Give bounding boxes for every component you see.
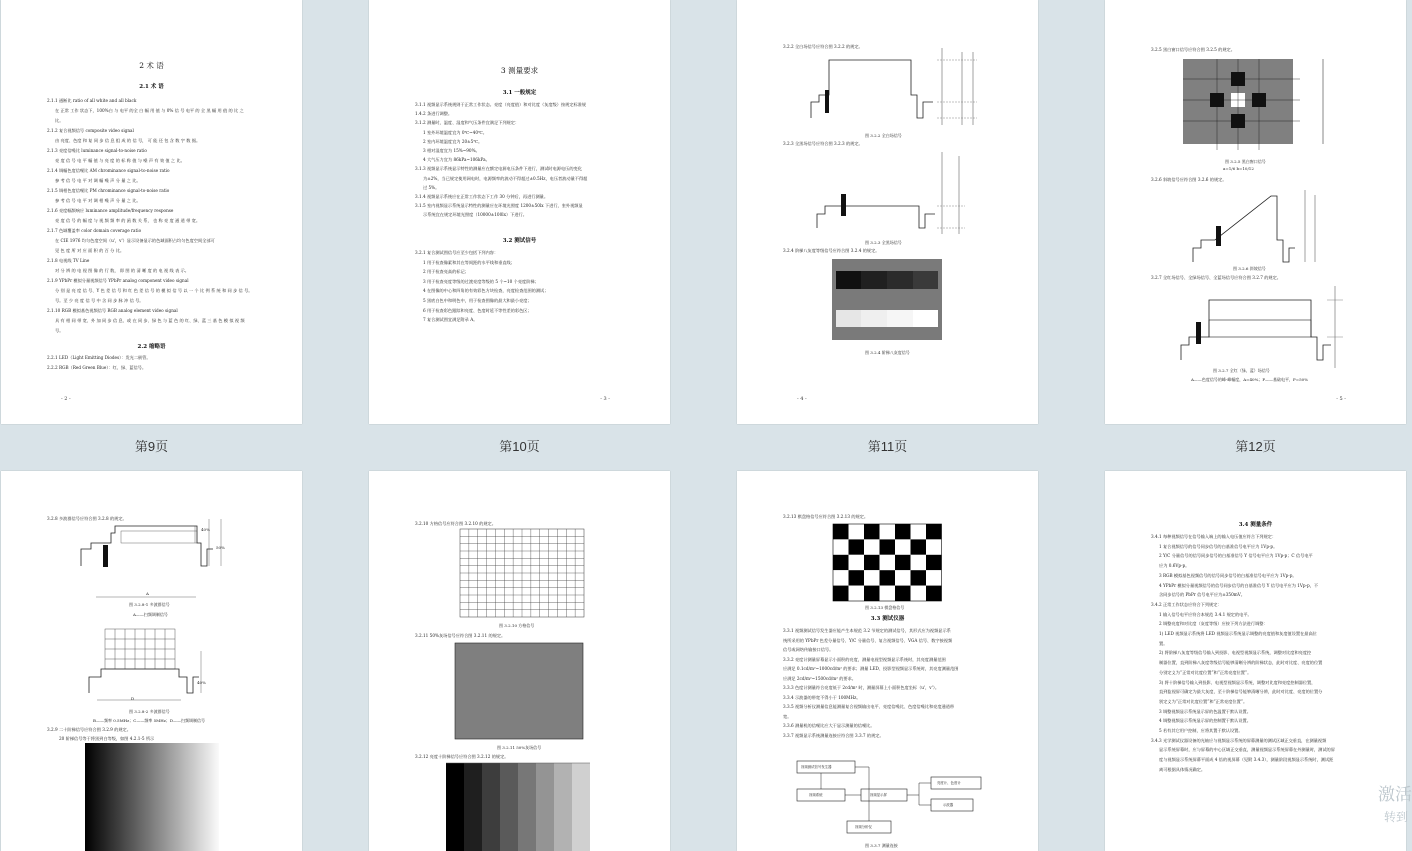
text-line: 离可根据具体情况确定。 [1159,766,1206,772]
text-line: 别定义为“正常对比度位置”和“正常亮度位置”。 [1159,698,1248,704]
activation-watermark: 激活 [1378,785,1412,805]
figure-label: 40% [197,680,206,685]
text-line: 3.3.2 亮度计测量屏幕显示小面积的亮度，测量电视型视频显示系统时，其亮度测量范围 [783,656,946,662]
text-line: 2.1.9 YPbPr 模拟分量视频信号 YPbPr analog component video signal [47,278,189,283]
section-title: 3.2 测试信号 [502,238,537,244]
chapter-title: 3 测量要求 [500,66,539,75]
figure-heading: 3.2.12 亮度十阶梯信号应符合图 3.2.12 的规定。 [415,754,509,759]
text-line: 在 正常 工作 状态下，100%白 与 电平 的全 白 幅 用 值 与 0% 信 号 电平 的 全 黑 幅 用 值 的 比 之 [55,108,244,113]
figure-caption: 图 3.2.11 50%灰场信号 [497,745,542,750]
text-line: 4 调整视频显示系统显示屏的控制置于默认设置。 [1159,718,1251,724]
text-line: 5 若有其它用户控制，应将其置于默认设置。 [1159,728,1243,733]
text-line: 具 有 相 同 带 宽、外 加 同 步 信 息、或 在 同 步、绿 色 与 蓝 色 的 红、绿、蓝 三 基 色 模 拟 视 频 [55,318,245,323]
ten-step-figure [369,471,670,851]
text-line: 4 YPbPr 模拟分量视频信号的信号同步信号的白基准信号 Y 信号电平应为 1Vp-p，不 [1159,582,1319,588]
text-line: 2 Y/C 分量信号的信号同步信号的白基准信号 Y 信号电平应为 1Vp-p；C 信号电平 [1159,553,1313,559]
text-line: 7 复合测试图宜满足附录 A。 [423,317,478,323]
diagram-box-label: 视频系统 [809,793,823,797]
figure-heading: 3.2.5 黑白窗口信号应符合图 3.2.5 的规定。 [1151,47,1235,52]
page-number: - 2 - [61,396,71,402]
text-line: 对 分 辨 的 电 视 图 像 的 行 数， 即 图 的 清 晰 度 的 电 视 线 表 示。 [55,268,189,273]
text-line: 2.1.7 色域覆盖率 color domain coverage ratio [47,228,142,233]
text-line: 3.4.3 光学测试仪器设备的光轴应与视频显示系统的屏幕测量的测试区域正交垂直，在测量视频 [1151,737,1327,743]
text-line: 参 考 信 号 电 平 对 调 相 噪 声 分 量 之 比。 [55,198,141,203]
twenty-step-gradient [1,471,302,851]
figure-heading: 3.2.9 二十阶梯信号应符合图 3.2.9 的规定。 [47,727,131,732]
figure-caption: 图 3.3.7 测量连接 [865,843,898,848]
text-line: 2.1.5 调相色度信噪比 PM chrominance signal-to-noise ratio [47,188,170,193]
section-title: 3.3 测试仪器 [870,616,905,622]
text-line: 1 用于检查像素和其在等间距的水平线和垂直线； [423,259,515,265]
text-line: 过 5%。 [423,184,440,190]
text-line: 分 别 是 亮 度 信 号、Y 色 差 信 号 和 红 色 差 信 号 的 模 拟 信 号 以 一 个 比 例 系 统 和 同 步 信 号。 [55,288,253,293]
text-line: 亮 度 信 号 电 平 幅 值 与 亮 度 的 标 称 值 与 噪 声 有 效 值 之 比。 [55,158,185,163]
figure-note: a=1/6 b=10/12 [1223,166,1254,171]
text-line: 应满足 0.1cd/m²~1000cd/m² 的要求；测量 LED、投影型视频显示系统时，其亮度测量范围 [783,666,959,671]
figure-caption: 图 3.2.8-1 多波群信号 [129,602,170,607]
text-line: 制器位置，直到阶梯八灰度等级信号能够清晰分辨的阶梯状态，此时对比度、亮度的位置 [1159,660,1323,666]
page-thumbnail-11[interactable] [737,0,1038,424]
text-line: 统所采用的 YPbPr 色差分量信号、Y/C 分量信号、复合视频信号、VGA 信号、数字接视频 [783,637,953,643]
text-line: 2.2.2 RGB（Red Green Blue）：红、绿、蓝信号。 [47,365,147,370]
figure-heading: 3.2.2 全白场信号应符合图 3.2.2 的规定。 [783,44,863,49]
text-line: 宽。 [783,713,792,719]
figure-caption: 图 3.2.5 黑白窗口信号 [1225,159,1266,164]
figure-note: A——扫频调制信号 [133,612,168,617]
text-line: 见 色 度 所 对 应 面 积 的 百 分 比。 [55,248,125,253]
text-line: 1 室外环境温度宜为 0℃~40℃。 [423,129,487,135]
text-line: 3.1.4 视频显示系统应在正常工作状态下工作 30 分钟后，再进行测量。 [415,194,549,199]
figure-label: D [131,696,135,701]
text-line: 2.1.8 电视线 TV Line [47,258,90,263]
figure-caption: 图 3.2.8-2 多波群信号 [129,709,170,714]
text-line: 3 调整视频显示系统显示屏的色温置于默认设置。 [1159,708,1251,714]
figure-caption: 图 3.2.13 棋盘格信号 [865,605,905,610]
figure-heading: 3.2.7 全红场信号、全绿场信号、全蓝场信号应符合图 3.2.7 的规定。 [1151,275,1281,280]
figure-note: B——频率 0.5MHz；C——频率 5MHz；D——扫频调制信号 [93,718,206,723]
text-line: 3.3.6 测量机的信噪比应大于显示测量的信噪比。 [783,723,875,728]
figure-label: A [146,591,149,596]
text-line: 由 亮度、色度 和 复 同 步 信 息 组 成 的 信 号， 可 能 还 包 含 数 字 数 据。 [55,138,201,143]
text-line: 3 RGB 模拟基色视频信号的信号同步信号的白基准信号电平应为 1Vp-p。 [1159,572,1297,578]
text-line: 2 用于检查亮高的标记； [423,269,469,275]
figure-caption: 图 3.2.7 全红（绿、蓝）场信号 [1213,368,1270,373]
figure-heading: 3.2.10 方格信号应符合图 3.2.10 的规定。 [415,521,496,526]
section-title: 2.1 术 语 [139,84,164,90]
text-line: 3.1.5 室内视频显示系统显示特性的测量应在环境光照度 1200±50lx 下进行，室外视频显 [415,203,583,209]
section-title: 3.1 一般规定 [502,90,537,96]
text-line: 3.4.2 正常工作状态应符合下列规定： [1151,601,1222,607]
figure-label: 40% [201,527,210,532]
diagram-box-label: 示波器 [943,803,954,807]
chapter-title: 2 术 语 [139,61,164,70]
diagram-box-label: 视频测试信号发生器 [801,765,832,769]
text-line: 3 用于检查亮度等级的过渡亮度等级的 5 个~10 个亮度阶梯； [423,278,539,284]
figure-heading: 3.2.11 50%灰场信号应符合图 3.2.11 的规定。 [415,633,506,638]
page-thumbnail-15[interactable] [737,471,1038,851]
text-line: 在 CIE 1976 均匀色度空间（u'，v'）显示设备显示的色域面积占均匀色度空间全部可 [55,238,215,243]
figure-heading: 3.2.4 阶梯八灰度等级信号应符合图 3.2.4 的规定。 [783,248,880,253]
figure-caption: 图 3.2.3 全黑场信号 [865,240,902,245]
text-line: 度与视频显示系统屏幕平面成 4 倍的视屏幕（见附 3.4.3），测量阶段视频显示系统时，测试距 [1159,757,1334,763]
text-line: 2.1.1 通断比 ratio of all white and all black [47,98,137,103]
figure-caption: 图 3.2.6 斜坡信号 [1233,266,1266,271]
text-line: 4 在图像的中心和四角的有效彩色方块检查，亮度检查范围的测试； [423,288,549,294]
diagram-box-label: 视频显示屏 [870,793,887,797]
text-line: 3.4.1 每种视频信号在信号输入端上的输入电压值应符合下列规定： [1151,534,1277,539]
text-line: 2) 将阶梯八灰度等级信号输入到投影、电视型视频显示系统，调整对比度和亮度控 [1159,650,1312,656]
text-line: 3.1.3 视频显示系统显示特性的测量应在额定电源电压条件下进行，测试时电源电压的变化 [415,166,582,172]
eight-gray-step-figure [737,0,1038,424]
page-number: - 3 - [600,396,610,402]
text-line: 1 输入信号电平应符合本规范 3.4.1 规定的电平。 [1159,611,1252,617]
text-line: 3.3.7 视频显示系统测量连接应符合图 3.3.7 的规定。 [783,732,884,738]
text-line: 2 室内环境温度宜为 20±5℃。 [423,138,483,144]
figure-caption: 图 3.2.2 全白场信号 [865,133,902,138]
text-line: 3.2.1 复合测试图信号应至少包括下列内容： [415,250,499,255]
text-line: 含同步信号的 PbPr 信号电平应为±350mV。 [1159,592,1245,598]
text-line: 3.3.5 视频分析仪测量信息能测量复合视频输出电平、亮度信噪比、色度信噪比和亮度通道带 [783,704,955,709]
figure-heading: 3.2.3 全黑场信号应符合图 3.2.3 的规定。 [783,141,863,146]
section-title: 3.4 测量条件 [1238,522,1273,528]
text-line: 亮 度 信 号 的 幅 度 与 视 频 频 率 的 函 数 关 系， 也 称 亮 度 通 道 带 宽。 [55,218,201,223]
page-label-12[interactable]: 第12页 [1235,439,1276,454]
text-line: 显示系统屏幕时，应与屏幕的中心区域正交垂直，测量视频显示系统屏幕在外测量时，测试的屏 [1159,747,1335,753]
text-line: 3.3.3 色度计测量符合亮度低于 2cd/m² 时，测量屏幕上小面积色度坐标（u'，v'）。 [783,685,940,690]
page-thumbnail-10[interactable] [369,0,670,424]
text-line: 2.1.4 调幅色度信噪比 AM chrominance signal-to-noise ratio [47,168,170,173]
page-thumbnail-13[interactable] [1,471,302,851]
page-thumbnail-14[interactable] [369,471,670,851]
text-line: 3 相对湿度宜为 15%~90%。 [423,148,480,153]
color-field-waveform [1105,0,1406,424]
text-line: 3.3.1 视频测试信号发生器应能产生本规范 3.2 节规定的测试信号，其形式应为视频显示系 [783,628,951,633]
text-line: 2.1.3 亮度信噪比 luminance signal-to-noise ratio [47,148,147,153]
figure-caption: 图 3.2.10 方格信号 [499,623,535,628]
figure-note: A——色度信号的峰-峰幅度，A=40%；P——基础电平，P=50% [1191,377,1308,382]
text-line: 1 复合视频信号的信号同步信号的白基准信号电平应为 1Vp-p。 [1159,543,1278,549]
figure-heading: 3.2.8 多波群信号应符合图 3.2.8 的规定。 [47,516,127,521]
text-line: 2.1.6 亮度幅频响应 luminance amplitude/frequency response [47,208,174,213]
page-label-9[interactable]: 第9页 [134,439,169,454]
page-thumbnail-9[interactable] [1,0,302,424]
page-label-11[interactable]: 第11页 [867,439,908,454]
page-label-10[interactable]: 第10页 [499,439,540,454]
page-thumbnail-16[interactable] [1105,471,1406,851]
text-line: 4 大气压力宜为 86kPa~106kPa。 [423,157,490,163]
text-line: 号。至 少 亮 度 信 号 中 含 同 步 脉 冲 信 号。 [55,298,144,303]
text-line: 3.1.2 测量时，温度、湿度和气压条件宜满足下列规定： [415,120,520,126]
page-thumbnail-12[interactable] [1105,0,1406,424]
text-line: 置。 [1159,640,1168,646]
text-line: 直到监视屏可确定为最大灰度，至十阶梯信号能够清晰分辨，此时对比度、亮度的位置分 [1159,689,1323,695]
figure-label: 50% [216,545,225,550]
page-number: - 4 - [797,396,807,402]
text-line: 参 考 信 号 电 平 对 调 幅 噪 声 分 量 之 比。 [55,178,141,183]
text-line: 号。 [55,328,64,333]
text-line: 信号或网络传输接口信号。 [783,647,834,652]
text-line: 5 黑底白色中和明色中，用于检查图像的最大和最小亮度； [423,298,532,303]
page-number: - 5 - [1336,396,1346,402]
text-line: 3.1.1 视频显示系统规则于正常工作状态。亮度（亮度值）和对比度（灰度级）按规定标准规 [415,102,587,107]
text-line: 分别定义为“正常对比度位置”和“正常亮度位置”。 [1159,669,1252,675]
text-line: 1) LED 视频显示系统将 LED 视频显示系统显示调整的亮度值和灰度值设置在最高位 [1159,631,1317,636]
activation-watermark-sub: 转到 [1383,810,1408,824]
text-line: 1.4.2 条进行调整。 [415,111,453,117]
measurement-connection-diagram [737,471,1038,851]
section-title: 2.2 缩略语 [137,344,166,350]
text-line: 应为 0.6Vp-p。 [1159,563,1190,569]
text-line: 比。 [55,118,64,123]
diagram-box-label: 亮度计、色度计 [937,781,961,785]
diagram-box-label: 视频分析仪 [855,825,872,829]
text-line: 20 阶梯信号等于将黑到白等级，如图 4.2.1-5 所示 [59,736,155,741]
figure-heading: 3.2.13 棋盘格信号应符合图 3.2.13 的规定。 [783,514,869,519]
text-line: 2 调整亮度和对比度（灰度等级）应按下列方法进行调整： [1159,621,1268,627]
text-line: 2.1.2 复合视频信号 composite video signal [47,128,134,133]
text-line: 6 用于检查彩色跟踪和亮度、色度时延不等性差的彩色区； [423,307,532,313]
text-line: 应满足 2cd/m²~1500cd/m² 的要求。 [783,675,856,681]
text-line: 示系统宜在规定环境光照度（10000±100lx）下进行。 [423,212,527,218]
text-line: 为±2%，当已规定使用网电时，电源频率的波动不得超过±0.5Hz，电压者波动量不得超 [423,175,588,181]
figure-caption: 图 3.2.4 阶梯八灰度信号 [865,350,910,355]
text-line: 3.3.4 示波器的带宽不得小于 100MHz。 [783,694,861,700]
text-line: 2.2.1 LED（Light Emitting Diodes）：发光二极管。 [47,355,151,360]
figure-heading: 3.2.6 斜坡信号应符合图 3.2.6 的规定。 [1151,177,1227,182]
text-line: 2.1.10 RGB 模拟基色视频信号 RGB analog element video signal [47,308,178,313]
text-line: 3) 将十阶梯信号输入到投影、电视型视频显示系统，调整对比度和亮度控制器位置， [1159,679,1316,685]
